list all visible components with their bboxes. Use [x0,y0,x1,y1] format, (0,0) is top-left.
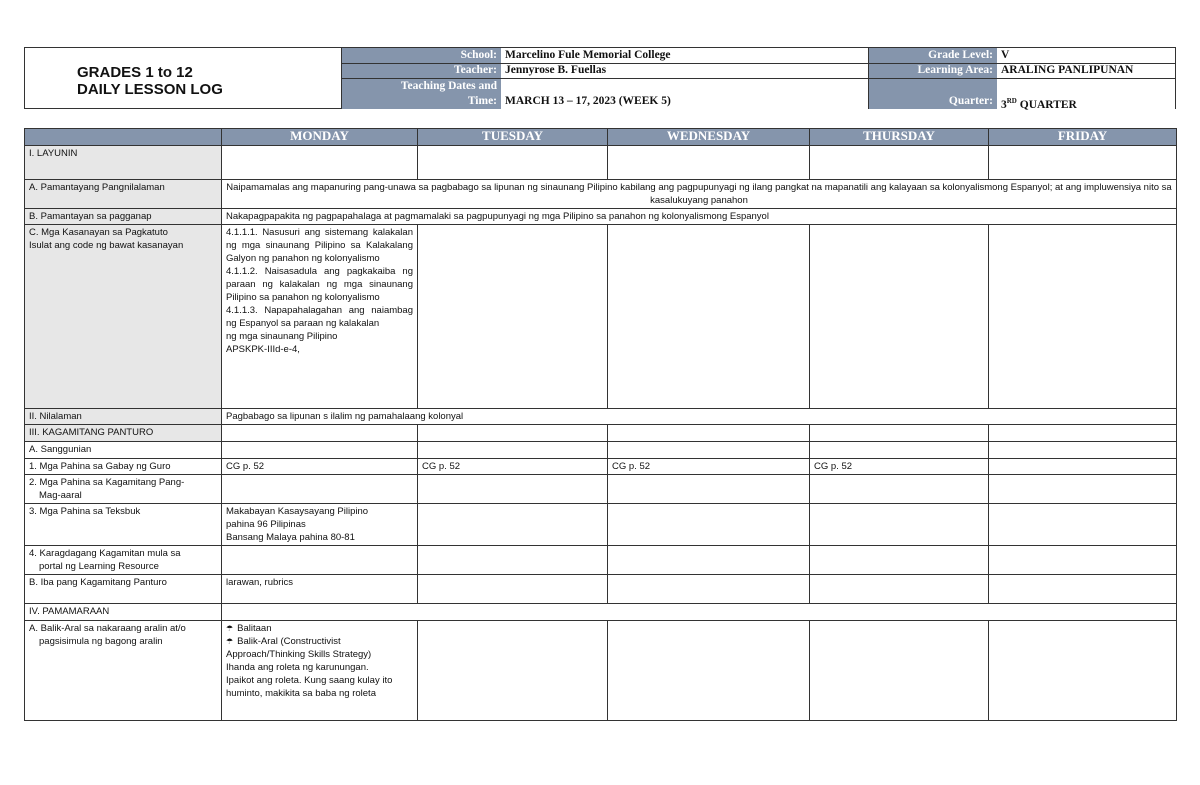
row-label-balik-aral [25,621,222,721]
table-cell [608,504,810,546]
label-line: portal ng Learning Resource [39,561,159,572]
table-cell [222,425,418,442]
row-label-pamantayang: A. Pamantayang Pangnilalaman [25,180,222,209]
day-header: THURSDAY [810,129,989,146]
header-rule [341,78,1175,79]
table-cell [989,459,1177,475]
title-line-1: GRADES 1 to 12 [77,64,193,81]
quarter-word: QUARTER [1019,98,1077,111]
row-label-iba: B. Iba pang Kagamitang Panturo [25,575,222,604]
day-header-row [25,129,1177,146]
kasanayan-sublabel: Isulat ang code ng bawat kasanayan [29,240,184,251]
table-cell [810,504,989,546]
gabay-thursday: CG p. 52 [810,459,989,475]
table-cell [989,225,1177,409]
activity-line: Ihanda ang roleta ng karunungan. [226,662,369,673]
area-value: ARALING PANLIPUNAN [997,63,1175,78]
row-label-layunin: I. LAYUNIN [25,146,222,180]
table-cell [418,225,608,409]
quarter-value [997,78,1175,109]
table-cell [989,504,1177,546]
row-label-kasanayan [25,225,222,409]
nilalaman-text: Pagbabago sa lipunan s ilalim ng pamahalaang kolonyal [222,409,1177,425]
table-cell [418,425,608,442]
label-line: 2. Mga Pahina sa Kagamitang Pang- [29,477,185,488]
row-label-pamamaraan: IV. PAMAMARAAN [25,604,222,621]
bullet-item: ☂ Balik-Aral (Constructivist Approach/Thinking Skills Strategy) [226,635,413,661]
table-cell [810,225,989,409]
table-row [25,475,1177,504]
teacher-label: Teacher: [341,63,501,78]
table-row [25,575,1177,604]
table-cell [810,575,989,604]
corner-header [25,129,222,146]
label-line: A. Balik-Aral sa nakaraang aralin at/o [29,623,186,634]
row-label-pang-mag-aaral [25,475,222,504]
table-cell [989,442,1177,459]
label-line: 4. Karagdagang Kagamitan mula sa [29,548,181,559]
table-cell [989,146,1177,180]
table-cell [222,146,418,180]
table-cell [810,475,989,504]
table-cell [418,504,608,546]
competency-3-cont: ng mga sinaunang Pilipino [226,331,338,342]
row-label-teksbuk: 3. Mga Pahina sa Teksbuk [25,504,222,546]
table-cell [222,475,418,504]
gabay-monday: CG p. 52 [222,459,418,475]
header-rule [341,48,342,109]
table-cell [810,621,989,721]
competency-2: 4.1.1.2. Naisasadula ang pagkakaiba ng paraan ng kalakalan ng mga sinaunang Pilipino sa panahon ng kolonyalismo [226,266,413,303]
quarter-suffix: RD [1006,97,1017,105]
table-cell [608,146,810,180]
label-line: Mag-aaral [39,490,82,501]
grade-label: Grade Level: [869,48,997,63]
row-label-karagdagan [25,546,222,575]
lesson-log-table [24,128,1177,721]
table-cell [989,546,1177,575]
day-header: FRIDAY [989,129,1177,146]
competency-1: 4.1.1.1. Nasusuri ang sistemang kalakalan ng mga sinaunang Pilipino sa Kalakalang Galyon ng panahon ng kolonyalismo [226,227,413,264]
teacher-value: Jennyrose B. Fuellas [501,63,869,78]
textbook-line: pahina 96 Pilipinas [226,519,306,530]
table-cell [608,425,810,442]
table-cell [608,621,810,721]
table-cell [810,146,989,180]
table-row [25,225,1177,409]
quarter-number: 3 [1001,98,1007,111]
activity-line: Ipaikot ang roleta. Kung saang kulay ito [226,675,393,686]
balik-aral-monday [222,621,418,721]
table-cell [608,442,810,459]
row-label-sanggunian: A. Sanggunian [25,442,222,459]
header-rule [341,63,1175,64]
day-header: WEDNESDAY [608,129,810,146]
table-cell [222,442,418,459]
table-cell [418,546,608,575]
label-line: pagsisimula ng bagong aralin [39,636,163,647]
dates-label-line-2: Time: [467,95,497,107]
header-block [24,47,1176,109]
dates-label [341,78,501,109]
day-header: MONDAY [222,129,418,146]
row-label-pagganap: B. Pamantayan sa pagganap [25,209,222,225]
quarter-label: Quarter: [869,78,997,109]
iba-monday: larawan, rubrics [222,575,418,604]
table-cell [418,475,608,504]
table-row [25,442,1177,459]
table-cell [608,575,810,604]
dates-label-line-1: Teaching Dates and [400,80,497,92]
kasanayan-monday [222,225,418,409]
table-row [25,425,1177,442]
table-row [25,621,1177,721]
competency-code: APSKPK-IIId-e-4, [226,344,300,355]
row-label-gabay: 1. Mga Pahina sa Gabay ng Guro [25,459,222,475]
day-header: TUESDAY [418,129,608,146]
title-line-2: DAILY LESSON LOG [77,81,223,98]
grade-value: V [997,48,1175,63]
pamantayang-text: Naipamamalas ang mapanuring pang-unawa sa pagbabago sa lipunan ng sinaunang Pilipino kabilang ang pagpupunyagi ng ilang pangkat na mapanatili ang kalayaan sa kolonyalismong Espanyol; at ang impluwensiya nito sa kasalukuyang panahon [222,180,1177,209]
row-label-kagamitan: III. KAGAMITANG PANTURO [25,425,222,442]
table-cell [810,546,989,575]
table-cell [608,475,810,504]
table-cell [608,225,810,409]
table-row [25,209,1177,225]
teksbuk-monday [222,504,418,546]
table-row [25,459,1177,475]
school-value: Marcelino Fule Memorial College [501,48,869,63]
school-label: School: [341,48,501,63]
textbook-line: Makabayan Kasaysayang Pilipino [226,506,369,517]
bullet-item: ☂ Balitaan [226,622,413,635]
table-cell [418,146,608,180]
table-cell [418,442,608,459]
table-row [25,504,1177,546]
table-cell [989,621,1177,721]
table-cell [810,442,989,459]
table-row [25,180,1177,209]
area-label: Learning Area: [869,63,997,78]
pagganap-text: Nakapagpapakita ng pagpapahalaga at pagmamalaki sa pagpupunyagi ng mga Pilipino sa panahon ng kolonyalismong Espanyol [222,209,1177,225]
textbook-line: Bansang Malaya pahina 80-81 [226,532,355,543]
table-cell [810,425,989,442]
row-label-nilalaman: II. Nilalaman [25,409,222,425]
activity-line: huminto, makikita sa baba ng roleta [226,688,376,699]
table-row [25,146,1177,180]
dates-value: MARCH 13 – 17, 2023 (WEEK 5) [501,78,869,109]
table-cell [608,546,810,575]
table-row [25,604,1177,621]
table-row [25,409,1177,425]
table-cell [222,546,418,575]
document-title [77,64,223,98]
gabay-tuesday: CG p. 52 [418,459,608,475]
gabay-wednesday: CG p. 52 [608,459,810,475]
table-cell [989,475,1177,504]
kasanayan-label: C. Mga Kasanayan sa Pagkatuto [29,227,168,238]
table-cell [989,575,1177,604]
table-cell [989,425,1177,442]
competency-3: 4.1.1.3. Napapahalagahan ang naiambag ng Espanyol sa paraan ng kalakalan [226,305,413,329]
table-row [25,546,1177,575]
table-cell [222,604,1177,621]
table-cell [418,575,608,604]
table-cell [418,621,608,721]
